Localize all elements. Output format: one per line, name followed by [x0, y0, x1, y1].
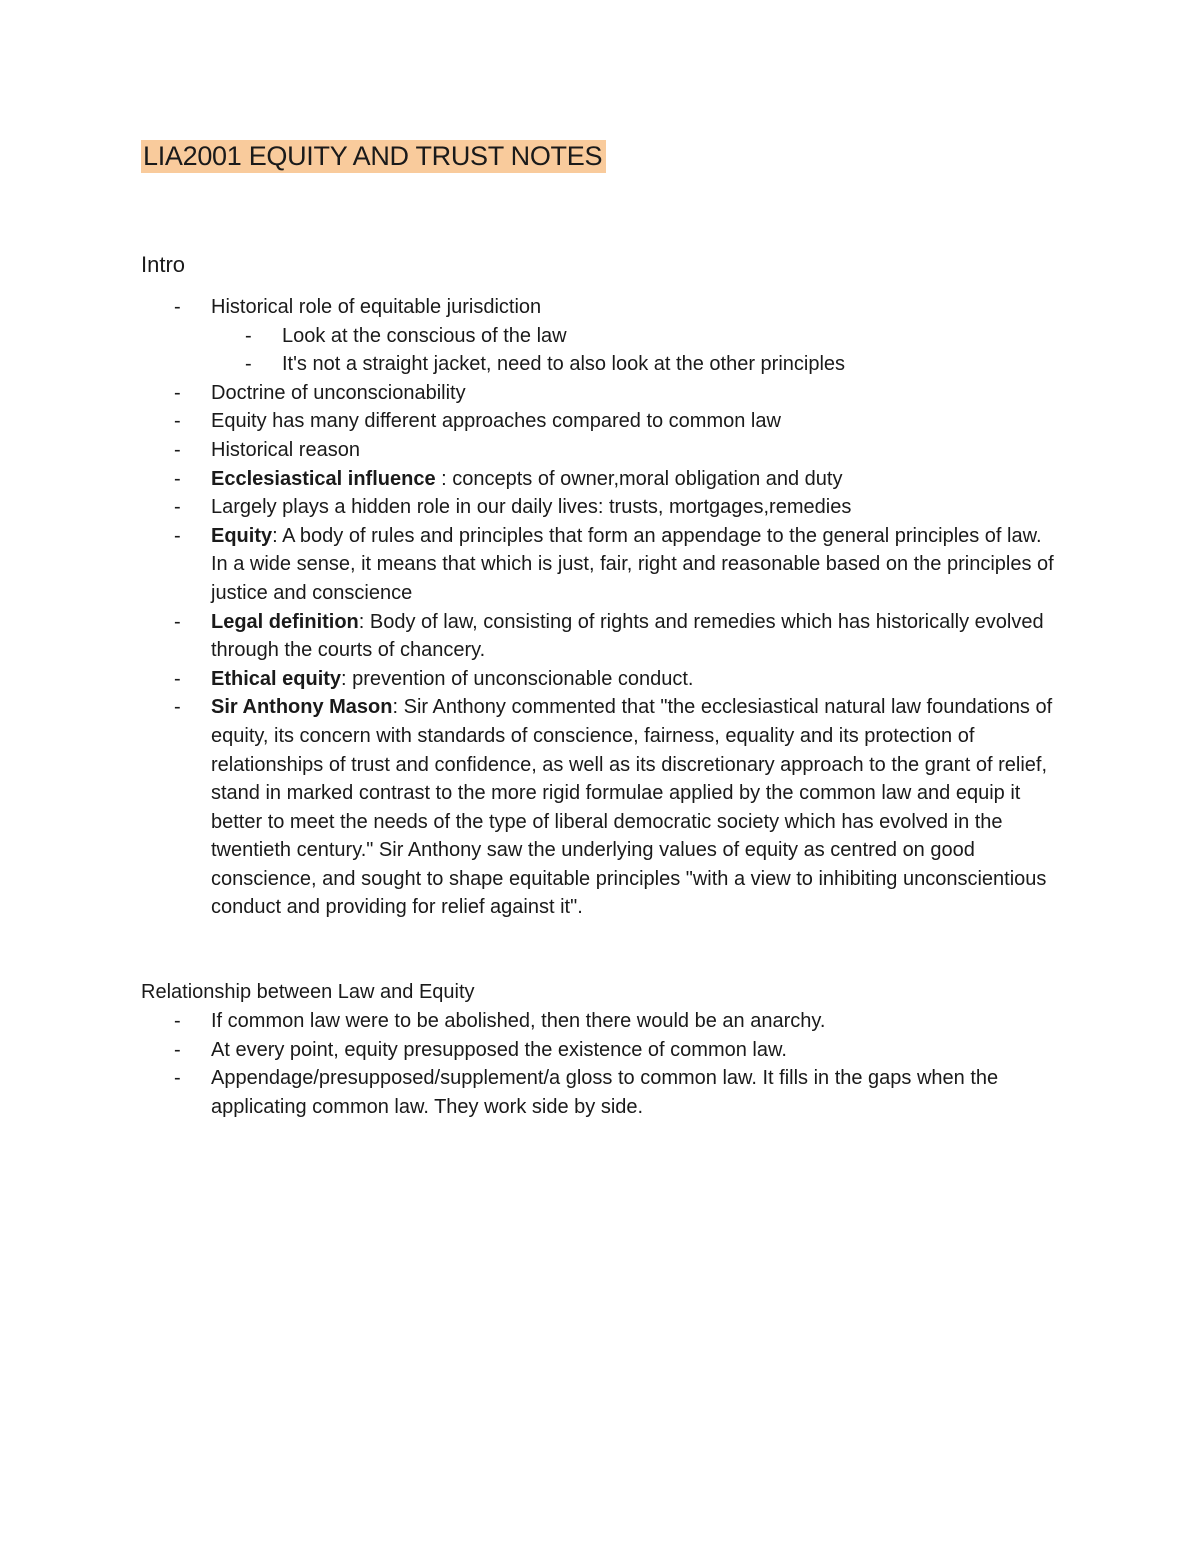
list-item — [0, 407, 1057, 436]
list-item — [0, 522, 1057, 608]
term-ecclesiastical-influence: Ecclesiastical influence — [211, 467, 436, 490]
list-item — [0, 379, 1057, 408]
list-item-text: Look at the conscious of the law — [282, 324, 567, 347]
list-item-text: Largely plays a hidden role in our daily lives: trusts, mortgages,remedies — [211, 496, 852, 519]
list-item-nested — [0, 322, 1057, 351]
list-item-text: If common law were to be abolished, then there would be an anarchy. — [211, 1010, 826, 1032]
list-item — [0, 1064, 1057, 1121]
document-title: LIA2001 EQUITY AND TRUST NOTES — [141, 140, 606, 173]
term-sir-anthony-mason: Sir Anthony Mason — [211, 696, 393, 719]
bullet-dash: - — [174, 524, 181, 547]
bullet-dash: - — [174, 296, 181, 318]
list-item-text: Historical role of equitable jurisdiction — [211, 296, 542, 318]
bullet-dash: - — [174, 1010, 181, 1032]
list-item — [0, 1036, 1057, 1065]
list-item — [0, 465, 1057, 494]
list-item — [0, 436, 1057, 465]
list-item — [0, 493, 1057, 522]
list-item-text: : concepts of owner,moral obligation and duty — [435, 467, 843, 490]
term-legal-definition: Legal definition — [211, 610, 359, 633]
bullet-dash: - — [174, 381, 181, 404]
relationship-bullet-list — [0, 1007, 1200, 1121]
list-item-text: Appendage/presupposed/supplement/a gloss to common law. It fills in the gaps when the applicating common law. They work side by side. — [211, 1067, 999, 1118]
list-item — [0, 608, 1057, 665]
list-item-text: : Sir Anthony commented that "the ecclesiastical natural law foundations of equity, its concern with standards of conscience, fairness, equality and its protection of relationships of trust and confidence, as well as its discretionary approach to the grant of relief, stand in marked contrast to the more rigid formulae applied by the common law and equip it better to meet the needs of the type of liberal democratic society which has evolved in the twentieth century." Sir Anthony saw the underlying values of equity as centred on good conscience, and sought to shape equitable principles "with a view to inhibiting unconscientious conduct and providing for relief against it". — [211, 696, 1053, 919]
bullet-dash: - — [174, 667, 181, 690]
list-item-text: : Body of law, consisting of rights and remedies which has historically evolved through the courts of chancery. — [211, 610, 1044, 662]
list-item — [0, 1007, 1057, 1036]
intro-heading: Intro — [141, 252, 186, 277]
list-item-text: : prevention of unconscionable conduct. — [341, 667, 694, 690]
list-item-text: At every point, equity presupposed the existence of common law. — [211, 1038, 787, 1061]
list-item-text: Historical reason — [211, 438, 360, 461]
bullet-dash: - — [174, 410, 181, 433]
bullet-dash: - — [174, 696, 181, 719]
bullet-dash: - — [245, 353, 252, 376]
list-item-text: It's not a straight jacket, need to also look at the other principles — [282, 353, 846, 376]
bullet-dash: - — [174, 438, 181, 461]
bullet-dash: - — [174, 1067, 181, 1090]
list-item-text: Equity has many different approaches compared to common law — [211, 410, 781, 433]
list-item-text: : A body of rules and principles that form an appendage to the general principles of law. In a wide sense, it means that which is just, fair, right and reasonable based on the principles of justice and conscience — [211, 524, 1054, 604]
bullet-dash: - — [174, 467, 181, 490]
bullet-dash: - — [245, 324, 252, 347]
bullet-dash: - — [174, 1038, 181, 1061]
list-item — [0, 293, 1057, 322]
term-ethical-equity: Ethical equity — [211, 667, 342, 690]
term-equity: Equity — [211, 524, 273, 547]
intro-bullet-list — [0, 293, 1200, 922]
bullet-dash: - — [174, 496, 181, 519]
list-item — [0, 693, 1057, 922]
list-item-text: Doctrine of unconscionability — [211, 381, 466, 404]
list-item — [0, 665, 1057, 694]
bullet-dash: - — [174, 610, 181, 633]
list-item-nested — [0, 350, 1057, 379]
relationship-heading: Relationship between Law and Equity — [141, 981, 475, 1003]
